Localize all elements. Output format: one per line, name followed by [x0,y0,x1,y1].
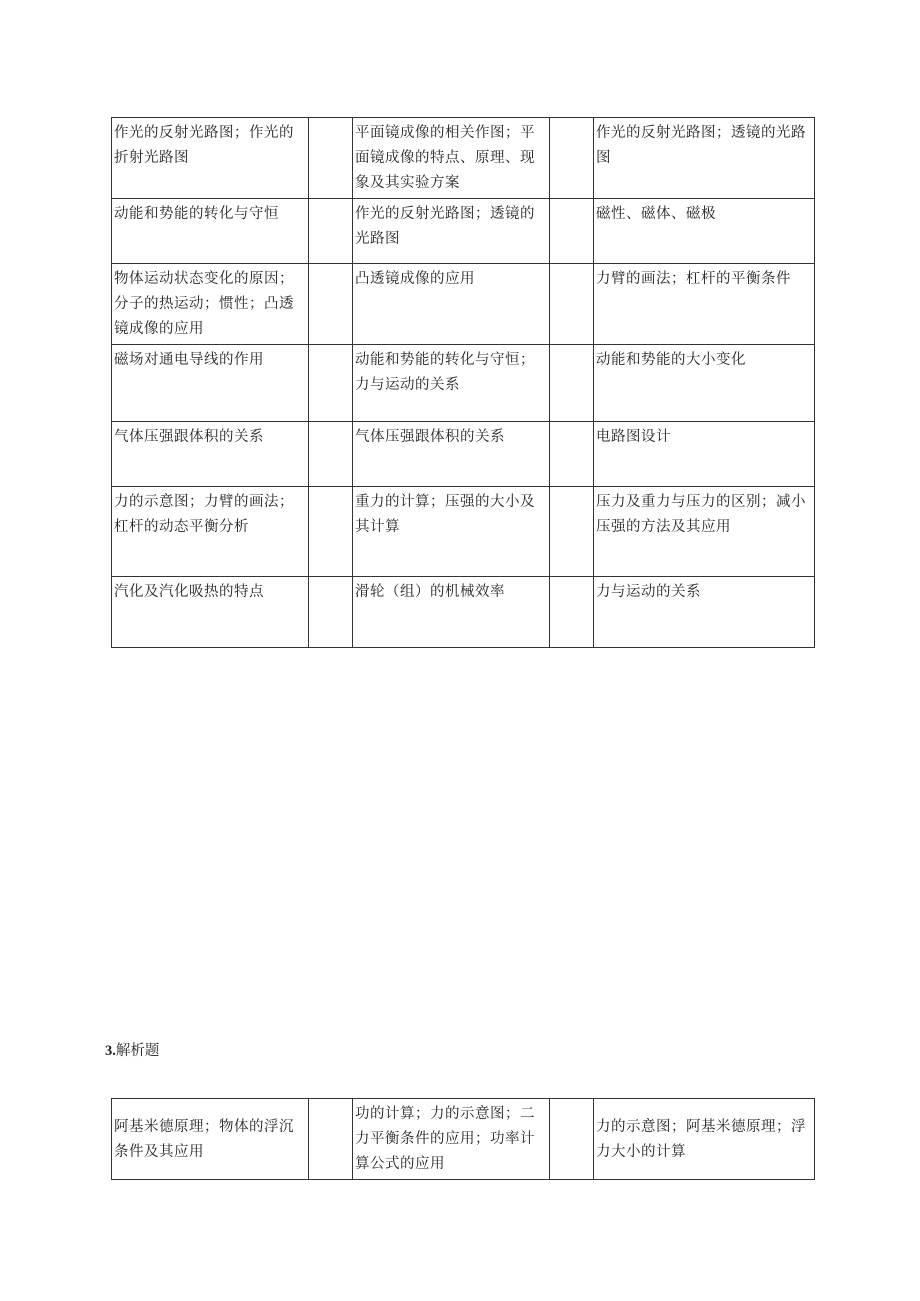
table-cell [309,118,353,199]
table-cell: 动能和势能的转化与守恒；力与运动的关系 [353,345,550,422]
table-cell: 力的示意图；力臂的画法；杠杆的动态平衡分析 [112,487,309,577]
table-cell: 力的示意图；阿基米德原理；浮力大小的计算 [594,1099,815,1180]
section-title: 解析题 [115,1043,160,1059]
table-cell [309,422,353,487]
table-row [112,199,815,264]
knowledge-point-table-top [111,117,815,648]
table-cell [550,199,594,264]
table-cell: 重力的计算；压强的大小及其计算 [353,487,550,577]
table-cell [550,1099,594,1180]
table-row [112,1099,815,1180]
table-cell [309,487,353,577]
table-cell: 功的计算；力的示意图；二力平衡条件的应用；功率计算公式的应用 [353,1099,550,1180]
table-cell [550,118,594,199]
table-cell: 作光的反射光路图；作光的折射光路图 [112,118,309,199]
table-row [112,487,815,577]
table-row [112,118,815,199]
table-row [112,264,815,345]
table-cell: 作光的反射光路图；透镜的光路图 [353,199,550,264]
table-cell: 作光的反射光路图；透镜的光路图 [594,118,815,199]
table-cell: 气体压强跟体积的关系 [353,422,550,487]
section-number: 3. [105,1043,116,1059]
table-cell: 气体压强跟体积的关系 [112,422,309,487]
table-cell [550,577,594,648]
table-cell: 力与运动的关系 [594,577,815,648]
table-cell [309,345,353,422]
table-cell [550,345,594,422]
table-cell [309,264,353,345]
table-cell [309,1099,353,1180]
table-row [112,345,815,422]
table-cell: 磁性、磁体、磁极 [594,199,815,264]
table-row [112,422,815,487]
table-row [112,577,815,648]
table-cell [309,199,353,264]
knowledge-point-table-bottom [111,1098,815,1180]
table-cell: 汽化及汽化吸热的特点 [112,577,309,648]
section-heading [105,1041,159,1061]
table-cell: 力臂的画法；杠杆的平衡条件 [594,264,815,345]
table-cell: 压力及重力与压力的区别；减小压强的方法及其应用 [594,487,815,577]
table-cell [309,577,353,648]
table-cell: 凸透镜成像的应用 [353,264,550,345]
table-cell [550,422,594,487]
table-cell: 磁场对通电导线的作用 [112,345,309,422]
table-cell: 电路图设计 [594,422,815,487]
table-cell: 平面镜成像的相关作图；平面镜成像的特点、原理、现象及其实验方案 [353,118,550,199]
table-cell: 阿基米德原理；物体的浮沉条件及其应用 [112,1099,309,1180]
table-cell [550,264,594,345]
table-cell [550,487,594,577]
table-cell: 动能和势能的转化与守恒 [112,199,309,264]
table-cell: 动能和势能的大小变化 [594,345,815,422]
table-cell: 物体运动状态变化的原因；分子的热运动；惯性；凸透镜成像的应用 [112,264,309,345]
table-cell: 滑轮（组）的机械效率 [353,577,550,648]
